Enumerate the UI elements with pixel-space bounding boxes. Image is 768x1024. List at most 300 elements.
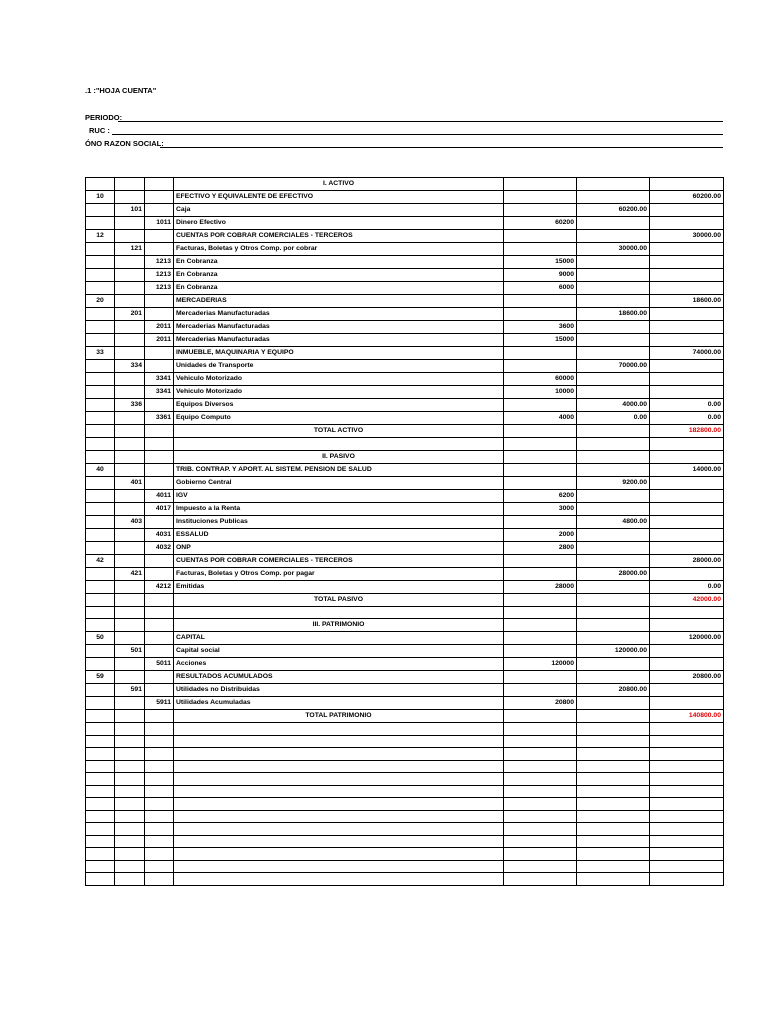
account-code — [115, 671, 145, 684]
empty-cell — [174, 810, 504, 823]
account-code: 334 — [115, 360, 145, 373]
account-description: Equipo Computo — [174, 412, 504, 425]
table-row — [86, 230, 724, 243]
empty-cell — [174, 760, 504, 773]
empty-cell — [115, 873, 145, 886]
account-description: Capital social — [174, 645, 504, 658]
account-code — [115, 632, 145, 645]
table-row — [86, 541, 724, 554]
account-code: 421 — [115, 567, 145, 580]
empty-cell — [145, 723, 174, 736]
table-row — [86, 217, 724, 230]
subaccount-code: 4032 — [145, 541, 174, 554]
amount-detail: 60000 — [504, 373, 577, 386]
amount-total — [650, 658, 724, 671]
empty-cell — [577, 785, 650, 798]
account-code: 591 — [115, 684, 145, 697]
account-description: Gobierno Central — [174, 476, 504, 489]
amount-total — [650, 438, 724, 451]
amount-detail: 3600 — [504, 321, 577, 334]
amount-detail — [504, 684, 577, 697]
element-code — [86, 256, 115, 269]
account-description: IGV — [174, 489, 504, 502]
empty-cell — [145, 835, 174, 848]
blank-row — [86, 735, 724, 748]
amount-detail — [504, 347, 577, 360]
table-row — [86, 697, 724, 710]
account-description: CUENTAS POR COBRAR COMERCIALES - TERCEROS — [174, 230, 504, 243]
amount-total — [650, 204, 724, 217]
element-code: 12 — [86, 230, 115, 243]
table-row — [86, 204, 724, 217]
account-description: ESSALUD — [174, 528, 504, 541]
amount-subtotal — [577, 373, 650, 386]
account-description: Facturas, Boletas y Otros Comp. por cobrar — [174, 243, 504, 256]
account-description: CUENTAS POR COBRAR COMERCIALES - TERCEROS — [174, 554, 504, 567]
amount-detail — [504, 425, 577, 438]
table-row — [86, 360, 724, 373]
amount-total — [650, 256, 724, 269]
account-description: En Cobranza — [174, 256, 504, 269]
table-row — [86, 645, 724, 658]
empty-cell — [86, 873, 115, 886]
account-description: CAPITAL — [174, 632, 504, 645]
amount-subtotal: 70000.00 — [577, 360, 650, 373]
blank-row — [86, 798, 724, 811]
table-row — [86, 373, 724, 386]
amount-detail — [504, 593, 577, 606]
empty-cell — [86, 785, 115, 798]
amount-total — [650, 360, 724, 373]
blank-row — [86, 835, 724, 848]
amount-subtotal — [577, 269, 650, 282]
amount-detail — [504, 463, 577, 476]
empty-cell — [174, 860, 504, 873]
subaccount-code — [145, 347, 174, 360]
amount-total — [650, 386, 724, 399]
amount-subtotal — [577, 580, 650, 593]
table-row — [86, 282, 724, 295]
subaccount-code — [145, 619, 174, 632]
element-code — [86, 360, 115, 373]
empty-cell — [504, 773, 577, 786]
account-code — [115, 269, 145, 282]
account-description: En Cobranza — [174, 282, 504, 295]
empty-cell — [145, 773, 174, 786]
empty-cell — [174, 748, 504, 761]
account-description — [174, 438, 504, 451]
element-code — [86, 243, 115, 256]
blank-row — [86, 760, 724, 773]
empty-cell — [115, 773, 145, 786]
amount-subtotal — [577, 386, 650, 399]
account-description: Emitidas — [174, 580, 504, 593]
table-row — [86, 476, 724, 489]
subaccount-code — [145, 476, 174, 489]
account-code — [115, 178, 145, 191]
table-row — [86, 295, 724, 308]
account-code — [115, 386, 145, 399]
empty-cell — [115, 735, 145, 748]
table-row — [86, 334, 724, 347]
empty-cell — [577, 748, 650, 761]
amount-subtotal — [577, 606, 650, 619]
blank-row — [86, 848, 724, 861]
subaccount-code: 1213 — [145, 269, 174, 282]
element-code — [86, 710, 115, 723]
element-code — [86, 386, 115, 399]
element-code — [86, 308, 115, 321]
amount-total: 14000.00 — [650, 463, 724, 476]
empty-cell — [115, 823, 145, 836]
empty-cell — [577, 723, 650, 736]
amount-total — [650, 515, 724, 528]
empty-cell — [86, 760, 115, 773]
amount-subtotal — [577, 425, 650, 438]
empty-cell — [115, 835, 145, 848]
account-description: I. ACTIVO — [174, 178, 504, 191]
ruc-label: RUC : — [89, 126, 110, 135]
amount-detail — [504, 204, 577, 217]
amount-subtotal — [577, 282, 650, 295]
amount-total: 42000.00 — [650, 593, 724, 606]
empty-cell — [504, 810, 577, 823]
amount-total: 140800.00 — [650, 710, 724, 723]
subaccount-code — [145, 593, 174, 606]
amount-detail — [504, 450, 577, 463]
empty-cell — [115, 723, 145, 736]
section-header-row — [86, 619, 724, 632]
element-code — [86, 502, 115, 515]
account-description: Acciones — [174, 658, 504, 671]
amount-total — [650, 334, 724, 347]
account-description: II. PASIVO — [174, 450, 504, 463]
amount-subtotal — [577, 191, 650, 204]
amount-subtotal — [577, 619, 650, 632]
account-description: Facturas, Boletas y Otros Comp. por pagar — [174, 567, 504, 580]
empty-cell — [504, 848, 577, 861]
element-code: 59 — [86, 671, 115, 684]
account-description: Mercaderias Manufacturadas — [174, 334, 504, 347]
amount-total: 74000.00 — [650, 347, 724, 360]
subaccount-code — [145, 295, 174, 308]
subaccount-code — [145, 230, 174, 243]
account-description: III. PATRIMONIO — [174, 619, 504, 632]
amount-total — [650, 450, 724, 463]
amount-total — [650, 178, 724, 191]
element-code — [86, 606, 115, 619]
amount-subtotal: 18600.00 — [577, 308, 650, 321]
amount-subtotal: 20800.00 — [577, 684, 650, 697]
table-row — [86, 489, 724, 502]
amount-detail — [504, 476, 577, 489]
table-row — [86, 399, 724, 412]
element-code: 20 — [86, 295, 115, 308]
amount-detail: 2000 — [504, 528, 577, 541]
periodo-label: PERIODO: — [85, 113, 123, 122]
empty-cell — [577, 860, 650, 873]
table-row — [86, 463, 724, 476]
account-description: En Cobranza — [174, 269, 504, 282]
amount-total — [650, 502, 724, 515]
subaccount-code — [145, 399, 174, 412]
amount-total — [650, 541, 724, 554]
blank-row — [86, 873, 724, 886]
empty-cell — [145, 823, 174, 836]
account-code — [115, 606, 145, 619]
razon-social-label: ÓNO RAZON SOCIAL: — [85, 139, 164, 148]
account-description: Vehiculo Motorizado — [174, 386, 504, 399]
element-code — [86, 619, 115, 632]
amount-detail: 28000 — [504, 580, 577, 593]
empty-cell — [650, 723, 724, 736]
amount-total — [650, 217, 724, 230]
amount-total: 28000.00 — [650, 554, 724, 567]
empty-cell — [504, 785, 577, 798]
account-code: 121 — [115, 243, 145, 256]
empty-cell — [650, 748, 724, 761]
subaccount-code: 2011 — [145, 334, 174, 347]
amount-total: 18600.00 — [650, 295, 724, 308]
amount-total — [650, 567, 724, 580]
account-code — [115, 373, 145, 386]
element-code — [86, 541, 115, 554]
amount-total: 0.00 — [650, 412, 724, 425]
amount-total: 30000.00 — [650, 230, 724, 243]
empty-cell — [145, 848, 174, 861]
empty-cell — [145, 760, 174, 773]
amount-subtotal — [577, 541, 650, 554]
empty-cell — [115, 798, 145, 811]
account-code — [115, 619, 145, 632]
element-code — [86, 321, 115, 334]
blank-row — [86, 785, 724, 798]
blank-row — [86, 748, 724, 761]
account-code — [115, 347, 145, 360]
total-row — [86, 593, 724, 606]
amount-detail — [504, 438, 577, 451]
account-description: INMUEBLE, MAQUINARIA Y EQUIPO — [174, 347, 504, 360]
amount-subtotal — [577, 593, 650, 606]
total-row — [86, 425, 724, 438]
subaccount-code: 2011 — [145, 321, 174, 334]
amount-total: 0.00 — [650, 399, 724, 412]
sheet-body — [86, 178, 724, 886]
element-code — [86, 438, 115, 451]
account-code — [115, 438, 145, 451]
table-row — [86, 243, 724, 256]
element-code — [86, 528, 115, 541]
empty-cell — [86, 798, 115, 811]
section-header-row — [86, 450, 724, 463]
account-description: Utilidades Acumuladas — [174, 697, 504, 710]
empty-cell — [650, 860, 724, 873]
amount-total — [650, 373, 724, 386]
amount-total — [650, 282, 724, 295]
subaccount-code — [145, 191, 174, 204]
amount-subtotal: 4800.00 — [577, 515, 650, 528]
amount-subtotal — [577, 295, 650, 308]
element-code — [86, 489, 115, 502]
table-row — [86, 684, 724, 697]
table-row — [86, 580, 724, 593]
amount-detail — [504, 606, 577, 619]
empty-cell — [174, 773, 504, 786]
account-code: 401 — [115, 476, 145, 489]
amount-detail: 15000 — [504, 256, 577, 269]
amount-subtotal — [577, 463, 650, 476]
empty-cell — [650, 773, 724, 786]
amount-detail — [504, 399, 577, 412]
empty-cell — [504, 860, 577, 873]
subaccount-code — [145, 710, 174, 723]
amount-detail: 10000 — [504, 386, 577, 399]
account-code — [115, 697, 145, 710]
subaccount-code — [145, 463, 174, 476]
element-code — [86, 580, 115, 593]
account-code — [115, 658, 145, 671]
empty-cell — [115, 848, 145, 861]
amount-subtotal — [577, 178, 650, 191]
account-code: 101 — [115, 204, 145, 217]
subaccount-code: 5911 — [145, 697, 174, 710]
account-code — [115, 541, 145, 554]
table-row — [86, 606, 724, 619]
account-description: Utilidades no Distribuidas — [174, 684, 504, 697]
account-code — [115, 425, 145, 438]
amount-total: 120000.00 — [650, 632, 724, 645]
blank-row — [86, 723, 724, 736]
empty-cell — [650, 823, 724, 836]
amount-total — [650, 528, 724, 541]
element-code — [86, 373, 115, 386]
account-code — [115, 489, 145, 502]
empty-cell — [145, 735, 174, 748]
empty-cell — [650, 760, 724, 773]
amount-detail: 15000 — [504, 334, 577, 347]
blank-row — [86, 810, 724, 823]
empty-cell — [145, 810, 174, 823]
subaccount-code: 1011 — [145, 217, 174, 230]
table-row — [86, 256, 724, 269]
empty-cell — [174, 735, 504, 748]
element-code — [86, 217, 115, 230]
amount-total — [650, 645, 724, 658]
amount-detail: 120000 — [504, 658, 577, 671]
amount-total — [650, 321, 724, 334]
table-row — [86, 347, 724, 360]
empty-cell — [577, 798, 650, 811]
empty-cell — [577, 810, 650, 823]
periodo-line — [118, 121, 723, 122]
empty-cell — [86, 773, 115, 786]
amount-subtotal: 60200.00 — [577, 204, 650, 217]
account-code — [115, 295, 145, 308]
account-description: RESULTADOS ACUMULADOS — [174, 671, 504, 684]
table-row — [86, 269, 724, 282]
amount-subtotal — [577, 217, 650, 230]
empty-cell — [577, 848, 650, 861]
amount-subtotal — [577, 632, 650, 645]
subaccount-code: 3361 — [145, 412, 174, 425]
amount-subtotal — [577, 230, 650, 243]
amount-detail — [504, 191, 577, 204]
element-code — [86, 412, 115, 425]
amount-subtotal: 120000.00 — [577, 645, 650, 658]
account-code — [115, 580, 145, 593]
subaccount-code — [145, 438, 174, 451]
amount-subtotal — [577, 347, 650, 360]
empty-cell — [86, 735, 115, 748]
element-code — [86, 399, 115, 412]
account-description: EFECTIVO Y EQUIVALENTE DE EFECTIVO — [174, 191, 504, 204]
empty-cell — [145, 748, 174, 761]
empty-cell — [577, 873, 650, 886]
empty-cell — [504, 760, 577, 773]
account-code: 501 — [115, 645, 145, 658]
account-code — [115, 528, 145, 541]
subaccount-code — [145, 684, 174, 697]
empty-cell — [577, 760, 650, 773]
account-code — [115, 321, 145, 334]
table-row — [86, 515, 724, 528]
empty-cell — [174, 835, 504, 848]
element-code — [86, 645, 115, 658]
amount-subtotal — [577, 697, 650, 710]
amount-subtotal: 4000.00 — [577, 399, 650, 412]
empty-cell — [86, 810, 115, 823]
account-code — [115, 256, 145, 269]
element-code — [86, 269, 115, 282]
amount-subtotal: 0.00 — [577, 412, 650, 425]
empty-cell — [174, 823, 504, 836]
account-code — [115, 412, 145, 425]
amount-detail — [504, 619, 577, 632]
amount-detail: 6000 — [504, 282, 577, 295]
amount-subtotal: 30000.00 — [577, 243, 650, 256]
amount-detail — [504, 308, 577, 321]
table-row — [86, 308, 724, 321]
empty-cell — [504, 873, 577, 886]
amount-subtotal: 9200.00 — [577, 476, 650, 489]
empty-cell — [504, 748, 577, 761]
account-code — [115, 463, 145, 476]
amount-detail — [504, 243, 577, 256]
empty-cell — [86, 823, 115, 836]
amount-detail — [504, 178, 577, 191]
table-row — [86, 412, 724, 425]
empty-cell — [86, 835, 115, 848]
amount-detail — [504, 710, 577, 723]
blank-row — [86, 773, 724, 786]
empty-cell — [650, 873, 724, 886]
amount-subtotal — [577, 502, 650, 515]
table-row — [86, 554, 724, 567]
table-row — [86, 632, 724, 645]
amount-subtotal — [577, 256, 650, 269]
empty-cell — [174, 848, 504, 861]
empty-cell — [174, 873, 504, 886]
subaccount-code — [145, 360, 174, 373]
element-code: 42 — [86, 554, 115, 567]
subaccount-code — [145, 567, 174, 580]
amount-total: 20800.00 — [650, 671, 724, 684]
blank-row — [86, 860, 724, 873]
amount-total — [650, 476, 724, 489]
table-row — [86, 438, 724, 451]
empty-cell — [115, 810, 145, 823]
empty-cell — [86, 723, 115, 736]
